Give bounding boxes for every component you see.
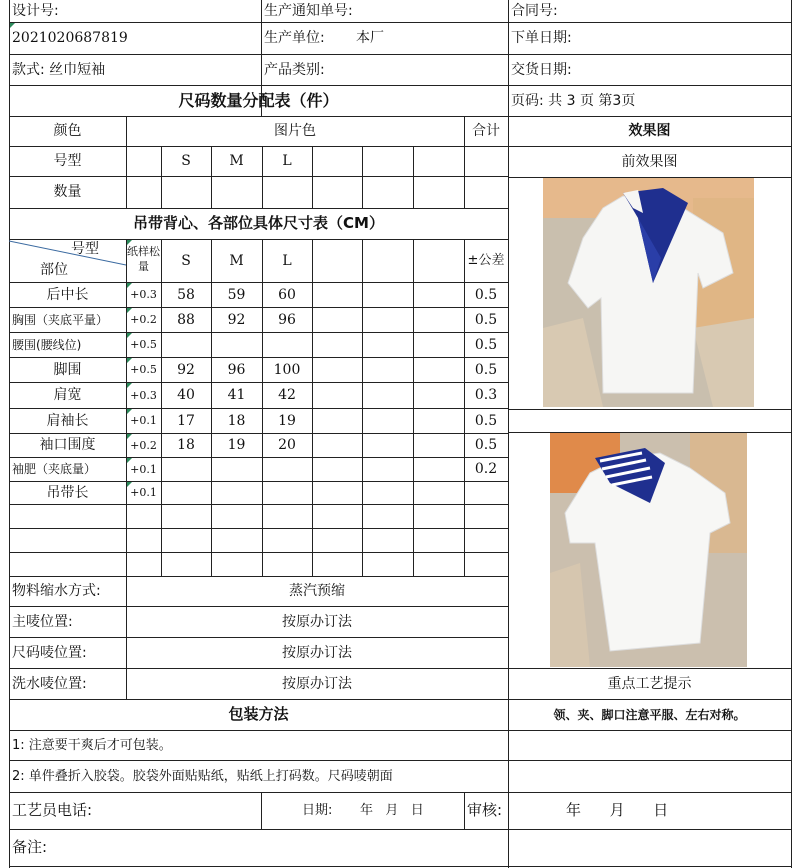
page-number: 页码: 共 3 页 第3页 (511, 92, 636, 109)
category-label: 产品类别: (264, 61, 325, 78)
measure-row-tolerance: 0.5 (474, 412, 498, 429)
date-units: 年 月 日 (360, 803, 424, 818)
review-date: 年 月 日 (566, 801, 669, 819)
measure-row-name: 后中长 (46, 286, 89, 303)
measure-row-s (161, 332, 211, 357)
shrink-method-label: 物料缩水方式: (12, 583, 101, 599)
color-value: 图片色 (274, 123, 316, 139)
measure-size-s: S (181, 252, 191, 269)
key-process-text: 领、夹、脚口注意平服、左右对称。 (553, 707, 746, 722)
measure-row-ease: +0.1 (130, 462, 157, 476)
measure-row-ease: +0.2 (130, 438, 157, 452)
measure-row-ease: +0.1 (130, 414, 157, 427)
measure-row-m (211, 457, 262, 481)
measure-row-m: 96 (227, 361, 246, 378)
measure-row-name: 袖肥（夹底量） (12, 462, 97, 476)
measure-row-l (262, 481, 312, 504)
notice-no-label: 生产通知单号: (264, 3, 353, 19)
unit-value: 本厂 (356, 30, 384, 46)
measure-row-m (211, 332, 262, 357)
review-label: 审核: (467, 801, 503, 819)
packing-line-1: 1: 注意要干爽后才可包装。 (12, 737, 172, 753)
design-no-label: 设计号: (12, 3, 59, 19)
measure-row-name: 肩宽 (53, 387, 82, 403)
measure-row-s: 88 (177, 311, 195, 328)
measure-row-ease: +0.3 (130, 388, 157, 402)
color-label: 颜色 (53, 123, 82, 139)
size-m: M (229, 153, 244, 169)
contract-no-label: 合同号: (511, 3, 558, 19)
measure-row-tolerance: 0.5 (474, 361, 498, 378)
measure-row-ease: +0.1 (130, 486, 157, 499)
remarks-label: 备注: (12, 838, 48, 856)
cell-marker (127, 308, 132, 313)
wash-label-position-value: 按原办订法 (282, 675, 352, 692)
packing-title: 包装方法 (228, 705, 289, 723)
measure-row-l: 20 (278, 437, 296, 453)
measure-row-tolerance: 0.2 (474, 461, 498, 477)
measure-size-m: M (229, 252, 244, 269)
key-process-label: 重点工艺提示 (607, 675, 692, 692)
date-label: 日期: (302, 803, 333, 818)
measure-row-s: 40 (177, 387, 195, 403)
cell-marker (127, 358, 132, 363)
size-l: L (282, 153, 292, 169)
measure-row-s: 58 (177, 286, 195, 303)
measure-row-name: 肩袖长 (46, 412, 89, 429)
style-label: 款式: 丝巾短袖 (12, 61, 106, 78)
measure-row-l: 96 (278, 311, 296, 328)
cell-marker (10, 23, 15, 28)
measure-row-l (262, 332, 312, 357)
measure-row-m: 18 (227, 412, 246, 429)
total-label: 合计 (472, 123, 500, 139)
measure-row-name: 胸围（夹底平量） (12, 312, 109, 327)
measure-row-s: 92 (177, 361, 195, 378)
cell-marker (127, 482, 132, 487)
measure-row-tolerance (464, 481, 508, 504)
cell-marker (127, 383, 132, 388)
shrink-method-value: 蒸汽预缩 (289, 583, 345, 599)
size-s: S (181, 153, 191, 169)
size-label: 号型 (53, 153, 82, 169)
measure-row-tolerance: 0.5 (474, 311, 498, 328)
unit-label: 生产单位: (264, 30, 325, 46)
measure-row-l: 19 (278, 412, 296, 429)
tolerance-label: ±公差 (467, 253, 505, 268)
measure-row-tolerance: 0.5 (474, 336, 498, 353)
measure-row-ease: +0.5 (130, 363, 157, 376)
back-effect-image (550, 433, 747, 667)
cell-marker (127, 333, 132, 338)
measure-row-l: 42 (278, 387, 296, 403)
measure-row-s (161, 457, 211, 481)
cell-marker (127, 283, 132, 288)
measure-row-name: 袖口围度 (39, 437, 96, 453)
measure-row-name: 脚围 (53, 361, 82, 378)
quantity-label: 数量 (53, 184, 82, 200)
front-effect-label: 前效果图 (621, 153, 678, 170)
measure-row-m: 19 (227, 437, 246, 453)
cell-marker (127, 434, 132, 439)
measure-row-m: 92 (227, 311, 246, 328)
cell-marker (127, 409, 132, 414)
front-effect-image (543, 178, 754, 407)
size-label-position-label: 尺码唛位置: (12, 644, 87, 661)
measure-table-title: 吊带背心、各部位具体尺寸表（CM） (133, 214, 384, 232)
measure-row-m: 41 (227, 387, 246, 403)
ease-label: 纸样松量 (127, 245, 160, 273)
design-no-value: 2021020687819 (12, 30, 128, 46)
order-date-label: 下单日期: (511, 30, 572, 46)
main-label-position-label: 主唛位置: (12, 613, 73, 630)
corner-part-label: 部位 (40, 262, 68, 278)
delivery-date-label: 交货日期: (511, 61, 572, 78)
measure-row-l: 60 (278, 286, 296, 303)
measure-row-s: 17 (177, 412, 195, 429)
measure-row-m: 59 (227, 286, 246, 303)
main-label-position-value: 按原办订法 (282, 613, 352, 630)
measure-row-m (211, 481, 262, 504)
measure-row-name: 腰围(腰线位) (12, 337, 82, 352)
measure-row-tolerance: 0.3 (474, 387, 498, 403)
measure-row-ease: +0.5 (130, 338, 157, 351)
size-label-position-value: 按原办订法 (282, 644, 352, 661)
cell-marker (127, 458, 132, 463)
tech-phone-label: 工艺员电话: (12, 801, 93, 819)
measure-size-l: L (282, 252, 292, 269)
measure-row-tolerance: 0.5 (474, 286, 498, 303)
measure-row-ease: +0.2 (130, 313, 157, 326)
measure-row-tolerance: 0.5 (474, 437, 498, 453)
measure-row-l (262, 457, 312, 481)
corner-size-label: 号型 (71, 241, 99, 257)
measure-row-s: 18 (177, 437, 195, 453)
effect-title: 效果图 (628, 123, 671, 139)
allocation-table-title: 尺码数量分配表（件） (178, 90, 339, 110)
cell-marker (127, 240, 132, 245)
measure-row-ease: +0.3 (130, 288, 157, 301)
measure-row-name: 吊带长 (46, 484, 89, 501)
measure-row-s (161, 481, 211, 504)
packing-line-2: 2: 单件叠折入胶袋。胶袋外面贴贴纸，贴纸上打码数。尺码唛朝面 (12, 768, 393, 784)
wash-label-position-label: 洗水唛位置: (12, 675, 87, 692)
measure-row-l: 100 (273, 361, 301, 378)
